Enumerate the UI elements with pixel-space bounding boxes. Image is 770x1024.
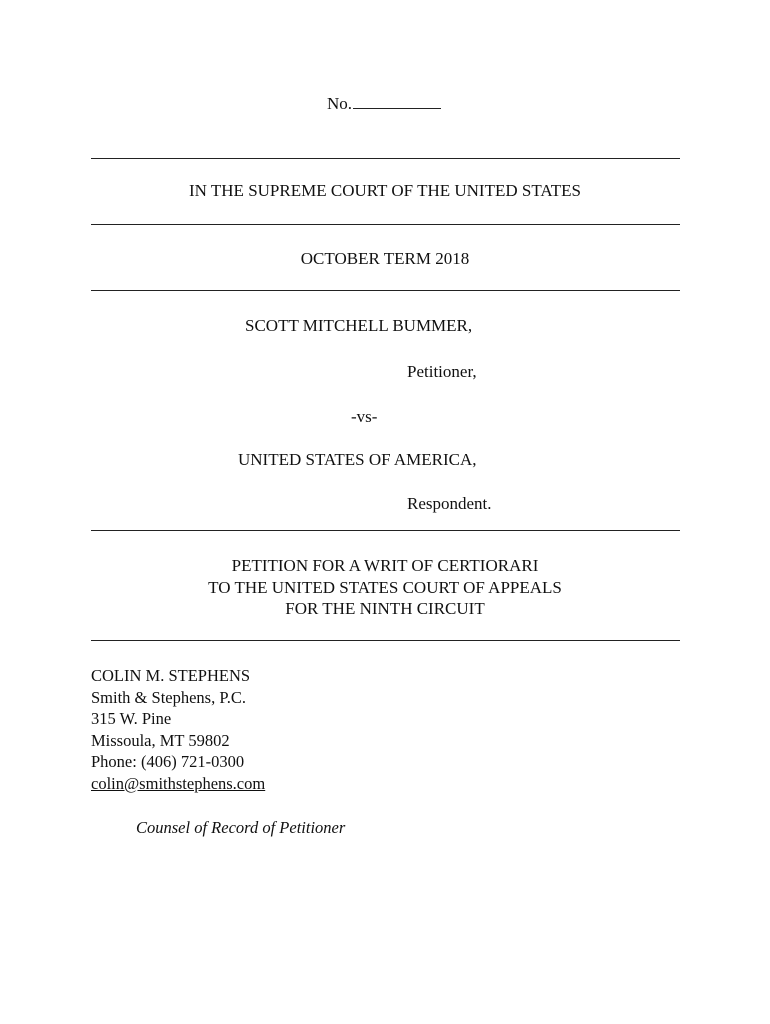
docket-label: No. [327, 94, 353, 113]
respondent-name: UNITED STATES OF AMERICA, [238, 450, 477, 469]
divider-5 [91, 640, 680, 641]
term-label: OCTOBER TERM 2018 [300, 249, 470, 268]
counsel-firm: Smith & Stephens, P.C. [91, 687, 246, 707]
counsel-phone: Phone: (406) 721-0300 [91, 752, 245, 771]
petitioner-role: Petitioner, [407, 362, 477, 381]
counsel-city: Missoula, MT 59802 [91, 730, 230, 750]
divider-3 [91, 290, 680, 291]
counsel-role: Counsel of Record of Petitioner [136, 818, 346, 837]
versus-label: -vs- [351, 407, 378, 426]
respondent-role: Respondent. [407, 494, 492, 513]
docket-number [327, 94, 441, 114]
petition-title-line-1: PETITION FOR A WRIT OF CERTIORARI [231, 556, 539, 575]
counsel-name: COLIN M. STEPHENS [91, 666, 251, 685]
petition-title-line-2: TO THE UNITED STATES COURT OF APPEALS [208, 578, 562, 597]
counsel-email-link[interactable]: colin@smithstephens.com [91, 773, 266, 793]
divider-1 [91, 158, 680, 159]
docket-blank-line [353, 107, 441, 109]
counsel-street: 315 W. Pine [91, 709, 172, 728]
court-title: IN THE SUPREME COURT OF THE UNITED STATES [189, 181, 581, 200]
divider-2 [91, 224, 680, 225]
petitioner-name: SCOTT MITCHELL BUMMER, [245, 316, 473, 335]
counsel-block [91, 665, 265, 794]
petition-title-line-3: FOR THE NINTH CIRCUIT [285, 599, 485, 618]
divider-4 [91, 530, 680, 531]
